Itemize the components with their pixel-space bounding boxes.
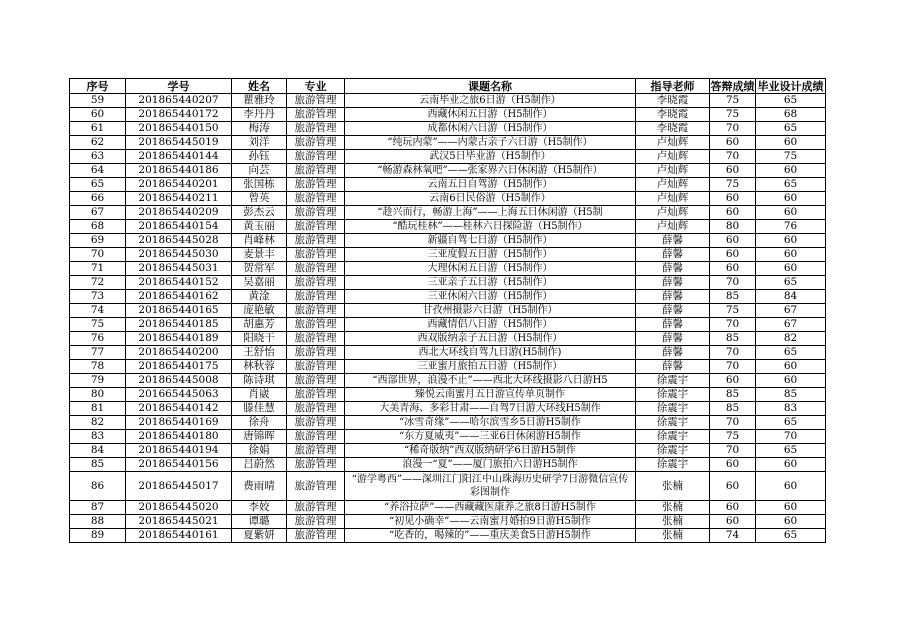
- cell-topic: 武汉5日毕业游（H5制作）: [345, 150, 636, 164]
- cell-topic: 云南6日民俗游（H5制作）: [345, 192, 636, 206]
- cell-design-score: 70: [756, 430, 826, 444]
- cell-index: 74: [70, 304, 126, 318]
- cell-topic: “游学粤西”——深圳江门阳江中山珠海历史研学7日游微信宣传彩图制作: [345, 472, 636, 501]
- cell-defense-score: 85: [710, 290, 756, 304]
- cell-defense-score: 60: [710, 164, 756, 178]
- cell-advisor: 徐震宇: [636, 402, 710, 416]
- cell-student-id: 201665445063: [126, 388, 232, 402]
- cell-name: 彭杰云: [232, 206, 287, 220]
- cell-defense-score: 70: [710, 416, 756, 430]
- cell-topic: “东方夏威夷”——三亚6日休闲游H5制作: [345, 430, 636, 444]
- cell-major: 旅游管理: [287, 304, 345, 318]
- cell-defense-score: 60: [710, 501, 756, 515]
- cell-student-id: 201865445021: [126, 515, 232, 529]
- cell-design-score: 65: [756, 178, 826, 192]
- table-row: [70, 360, 826, 374]
- cell-major: 旅游管理: [287, 444, 345, 458]
- cell-advisor: 薛馨: [636, 290, 710, 304]
- cell-index: 72: [70, 276, 126, 290]
- cell-name: 梅涛: [232, 122, 287, 136]
- cell-advisor: 卢灿辉: [636, 164, 710, 178]
- cell-name: 吴嘉丽: [232, 276, 287, 290]
- cell-name: 肖峰林: [232, 234, 287, 248]
- cell-student-id: 201865440180: [126, 430, 232, 444]
- cell-topic: “冰雪奇缘”——哈尔滨雪乡5日游H5制作: [345, 416, 636, 430]
- cell-name: 向芸: [232, 164, 287, 178]
- cell-topic: “趁兴而行，畅游上海”——上海五日休闲游（H5制: [345, 206, 636, 220]
- cell-student-id: 201865440200: [126, 346, 232, 360]
- cell-defense-score: 85: [710, 388, 756, 402]
- cell-topic: 三亚度假五日游（H5制作）: [345, 248, 636, 262]
- cell-design-score: 67: [756, 318, 826, 332]
- cell-design-score: 60: [756, 374, 826, 388]
- cell-topic: “初见小确幸”——云南蜜月婚拍9日游H5制作: [345, 515, 636, 529]
- cell-advisor: 薛馨: [636, 262, 710, 276]
- cell-student-id: 201865445019: [126, 136, 232, 150]
- cell-major: 旅游管理: [287, 290, 345, 304]
- table-row: [70, 472, 826, 501]
- cell-defense-score: 85: [710, 332, 756, 346]
- table-row: [70, 290, 826, 304]
- cell-index: 86: [70, 472, 126, 501]
- cell-design-score: 60: [756, 515, 826, 529]
- cell-design-score: 76: [756, 220, 826, 234]
- cell-design-score: 60: [756, 501, 826, 515]
- cell-defense-score: 60: [710, 458, 756, 472]
- cell-advisor: 张楠: [636, 472, 710, 501]
- cell-student-id: 201865445017: [126, 472, 232, 501]
- cell-topic: 新疆自驾七日游（H5制作）: [345, 234, 636, 248]
- cell-name: 胡惠芳: [232, 318, 287, 332]
- cell-advisor: 李晓霞: [636, 122, 710, 136]
- cell-index: 78: [70, 360, 126, 374]
- cell-name: 贺常军: [232, 262, 287, 276]
- cell-major: 旅游管理: [287, 318, 345, 332]
- cell-name: 阳晓干: [232, 332, 287, 346]
- cell-major: 旅游管理: [287, 332, 345, 346]
- cell-topic: 云南五日自驾游（H5制作）: [345, 178, 636, 192]
- cell-topic: “畅游森林氧吧”——张家界六日休闲游（H5制作）: [345, 164, 636, 178]
- cell-design-score: 82: [756, 332, 826, 346]
- cell-major: 旅游管理: [287, 515, 345, 529]
- cell-major: 旅游管理: [287, 501, 345, 515]
- cell-topic: “酷玩桂林”——桂林六日探险游（H5制作）: [345, 220, 636, 234]
- cell-student-id: 201865445008: [126, 374, 232, 388]
- table-row: [70, 276, 826, 290]
- cell-major: 旅游管理: [287, 164, 345, 178]
- cell-design-score: 60: [756, 472, 826, 501]
- cell-design-score: 75: [756, 150, 826, 164]
- cell-name: 谭璐: [232, 515, 287, 529]
- table-row: [70, 318, 826, 332]
- cell-advisor: 徐震宇: [636, 444, 710, 458]
- cell-defense-score: 80: [710, 220, 756, 234]
- table-row: [70, 430, 826, 444]
- cell-name: 肖崴: [232, 388, 287, 402]
- table-row: [70, 248, 826, 262]
- header-row: [70, 79, 826, 94]
- cell-topic: 三亚休闲六日游（H5制作）: [345, 290, 636, 304]
- cell-design-score: 67: [756, 304, 826, 318]
- cell-advisor: 徐震宇: [636, 374, 710, 388]
- cell-defense-score: 75: [710, 304, 756, 318]
- cell-index: 87: [70, 501, 126, 515]
- cell-major: 旅游管理: [287, 416, 345, 430]
- col-header-advisor: 指导老师: [636, 79, 710, 94]
- cell-major: 旅游管理: [287, 192, 345, 206]
- cell-major: 旅游管理: [287, 529, 345, 543]
- cell-student-id: 201865440194: [126, 444, 232, 458]
- cell-advisor: 张楠: [636, 515, 710, 529]
- cell-defense-score: 70: [710, 318, 756, 332]
- table-row: [70, 529, 826, 543]
- cell-defense-score: 60: [710, 206, 756, 220]
- cell-name: 唐锦晖: [232, 430, 287, 444]
- cell-advisor: 张楠: [636, 529, 710, 543]
- cell-design-score: 60: [756, 234, 826, 248]
- cell-index: 84: [70, 444, 126, 458]
- cell-design-score: 65: [756, 276, 826, 290]
- cell-index: 60: [70, 108, 126, 122]
- cell-name: 费雨晴: [232, 472, 287, 501]
- cell-defense-score: 70: [710, 444, 756, 458]
- cell-student-id: 201865440161: [126, 529, 232, 543]
- table-row: [70, 178, 826, 192]
- cell-advisor: 张楠: [636, 501, 710, 515]
- cell-advisor: 薛馨: [636, 234, 710, 248]
- cell-topic: 西藏休闲五日游（H5制作）: [345, 108, 636, 122]
- cell-topic: “西部世界，浪漫不止”——西北大环线摄影八日游H5: [345, 374, 636, 388]
- cell-major: 旅游管理: [287, 262, 345, 276]
- cell-student-id: 201865440186: [126, 164, 232, 178]
- cell-name: 李丹丹: [232, 108, 287, 122]
- cell-topic: 三亚蜜月旅拍五日游（H5制作）: [345, 360, 636, 374]
- cell-student-id: 201865445030: [126, 248, 232, 262]
- cell-index: 59: [70, 94, 126, 108]
- cell-topic: 大理休闲五日游（H5制作）: [345, 262, 636, 276]
- table-row: [70, 416, 826, 430]
- cell-major: 旅游管理: [287, 206, 345, 220]
- cell-major: 旅游管理: [287, 402, 345, 416]
- col-header-design-score: 毕业设计成绩: [757, 79, 824, 93]
- cell-student-id: 201865440211: [126, 192, 232, 206]
- cell-index: 89: [70, 529, 126, 543]
- cell-topic: 西北大环线自驾九日游(H5制作): [345, 346, 636, 360]
- cell-advisor: 徐震宇: [636, 458, 710, 472]
- cell-defense-score: 70: [710, 150, 756, 164]
- cell-index: 63: [70, 150, 126, 164]
- cell-major: 旅游管理: [287, 94, 345, 108]
- cell-defense-score: 60: [710, 515, 756, 529]
- cell-name: 陈诗琪: [232, 374, 287, 388]
- cell-defense-score: 70: [710, 360, 756, 374]
- cell-student-id: 201865440142: [126, 402, 232, 416]
- cell-design-score: 65: [756, 416, 826, 430]
- cell-index: 83: [70, 430, 126, 444]
- table-row: [70, 332, 826, 346]
- cell-name: 孙钰: [232, 150, 287, 164]
- cell-defense-score: 75: [710, 430, 756, 444]
- table-row: [70, 150, 826, 164]
- cell-name: 曾英: [232, 192, 287, 206]
- cell-topic: 浪漫一“夏”——厦门旅拍六日游H5制作: [345, 458, 636, 472]
- cell-design-score: 65: [756, 94, 826, 108]
- cell-student-id: 201865440152: [126, 276, 232, 290]
- cell-index: 70: [70, 248, 126, 262]
- cell-defense-score: 75: [710, 108, 756, 122]
- cell-student-id: 201865440172: [126, 108, 232, 122]
- cell-major: 旅游管理: [287, 374, 345, 388]
- cell-design-score: 84: [756, 290, 826, 304]
- cell-design-score: 68: [756, 108, 826, 122]
- cell-advisor: 卢灿辉: [636, 206, 710, 220]
- grades-table: [69, 78, 826, 543]
- table-row: [70, 402, 826, 416]
- cell-defense-score: 74: [710, 529, 756, 543]
- cell-name: 徐舟: [232, 416, 287, 430]
- table-row: [70, 220, 826, 234]
- cell-advisor: 李晓霞: [636, 94, 710, 108]
- table-row: [70, 108, 826, 122]
- cell-topic: “养浴拉萨”——西藏藏医康养之旅8日游H5制作: [345, 501, 636, 515]
- cell-topic: 三亚亲子五日游（H5制作）: [345, 276, 636, 290]
- table-row: [70, 206, 826, 220]
- cell-index: 71: [70, 262, 126, 276]
- cell-advisor: 卢灿辉: [636, 178, 710, 192]
- cell-name: 瞿雅玲: [232, 94, 287, 108]
- cell-defense-score: 85: [710, 402, 756, 416]
- cell-student-id: 201865440209: [126, 206, 232, 220]
- cell-index: 62: [70, 136, 126, 150]
- cell-student-id: 201865440154: [126, 220, 232, 234]
- table-row: [70, 515, 826, 529]
- cell-design-score: 65: [756, 346, 826, 360]
- cell-advisor: 卢灿辉: [636, 220, 710, 234]
- cell-index: 65: [70, 178, 126, 192]
- cell-student-id: 201865440189: [126, 332, 232, 346]
- cell-advisor: 徐震宇: [636, 430, 710, 444]
- cell-major: 旅游管理: [287, 458, 345, 472]
- cell-student-id: 201865440175: [126, 360, 232, 374]
- cell-topic: “吃香的，喝辣的”——重庆美食5日游H5制作: [345, 529, 636, 543]
- cell-major: 旅游管理: [287, 234, 345, 248]
- cell-index: 73: [70, 290, 126, 304]
- cell-defense-score: 60: [710, 234, 756, 248]
- cell-advisor: 薛馨: [636, 346, 710, 360]
- cell-advisor: 薛馨: [636, 318, 710, 332]
- cell-defense-score: 60: [710, 472, 756, 501]
- table-row: [70, 346, 826, 360]
- cell-name: 吕蔚然: [232, 458, 287, 472]
- cell-advisor: 薛馨: [636, 332, 710, 346]
- cell-major: 旅游管理: [287, 276, 345, 290]
- table-row: [70, 94, 826, 108]
- cell-major: 旅游管理: [287, 388, 345, 402]
- table-row: [70, 122, 826, 136]
- cell-index: 82: [70, 416, 126, 430]
- cell-defense-score: 70: [710, 276, 756, 290]
- cell-index: 66: [70, 192, 126, 206]
- cell-name: 黄玉丽: [232, 220, 287, 234]
- cell-topic: 成都休闲六日游（H5制作）: [345, 122, 636, 136]
- table-row: [70, 458, 826, 472]
- cell-index: 75: [70, 318, 126, 332]
- cell-design-score: 85: [756, 388, 826, 402]
- cell-student-id: 201865440169: [126, 416, 232, 430]
- cell-major: 旅游管理: [287, 248, 345, 262]
- cell-design-score: 60: [756, 136, 826, 150]
- cell-advisor: 徐震宇: [636, 388, 710, 402]
- cell-defense-score: 60: [710, 136, 756, 150]
- cell-name: 麦景丰: [232, 248, 287, 262]
- cell-student-id: 201865440185: [126, 318, 232, 332]
- table-row: [70, 192, 826, 206]
- cell-major: 旅游管理: [287, 150, 345, 164]
- col-header-major: 专业: [287, 79, 345, 94]
- cell-student-id: 201865440162: [126, 290, 232, 304]
- cell-index: 88: [70, 515, 126, 529]
- cell-name: 刘洋: [232, 136, 287, 150]
- cell-advisor: 徐震宇: [636, 416, 710, 430]
- table-row: [70, 262, 826, 276]
- cell-major: 旅游管理: [287, 122, 345, 136]
- cell-major: 旅游管理: [287, 360, 345, 374]
- cell-design-score: 60: [756, 262, 826, 276]
- cell-name: 林秋蓉: [232, 360, 287, 374]
- cell-major: 旅游管理: [287, 108, 345, 122]
- col-header-index: 序号: [70, 79, 126, 94]
- col-header-topic: 课题名称: [345, 79, 636, 94]
- cell-defense-score: 75: [710, 94, 756, 108]
- cell-name: 黄淦: [232, 290, 287, 304]
- cell-design-score: 65: [756, 529, 826, 543]
- cell-index: 81: [70, 402, 126, 416]
- cell-name: 张国栋: [232, 178, 287, 192]
- cell-index: 79: [70, 374, 126, 388]
- cell-student-id: 201865440207: [126, 94, 232, 108]
- col-header-student-id: 学号: [126, 79, 232, 94]
- cell-student-id: 201865440144: [126, 150, 232, 164]
- cell-name: 徐娟: [232, 444, 287, 458]
- cell-advisor: 薛馨: [636, 304, 710, 318]
- cell-advisor: 卢灿辉: [636, 150, 710, 164]
- cell-student-id: 201865440156: [126, 458, 232, 472]
- table-row: [70, 136, 826, 150]
- table-row: [70, 501, 826, 515]
- cell-design-score: 83: [756, 402, 826, 416]
- cell-name: 庞艳敏: [232, 304, 287, 318]
- cell-major: 旅游管理: [287, 220, 345, 234]
- cell-defense-score: 70: [710, 122, 756, 136]
- cell-topic: 西双版纳亲子五日游（H5制作）: [345, 332, 636, 346]
- cell-advisor: 卢灿辉: [636, 136, 710, 150]
- cell-advisor: 卢灿辉: [636, 192, 710, 206]
- cell-index: 64: [70, 164, 126, 178]
- cell-defense-score: 75: [710, 178, 756, 192]
- cell-topic: “稀奇版纳”西双版纳研学6日游H5制作: [345, 444, 636, 458]
- cell-defense-score: 60: [710, 262, 756, 276]
- table-row: [70, 234, 826, 248]
- cell-defense-score: 60: [710, 248, 756, 262]
- table-row: [70, 304, 826, 318]
- cell-index: 76: [70, 332, 126, 346]
- cell-major: 旅游管理: [287, 136, 345, 150]
- cell-major: 旅游管理: [287, 178, 345, 192]
- cell-student-id: 201865445028: [126, 234, 232, 248]
- cell-topic: 臻悦云南蜜月五日游宣传单页制作: [345, 388, 636, 402]
- cell-index: 85: [70, 458, 126, 472]
- cell-major: 旅游管理: [287, 472, 345, 501]
- cell-index: 69: [70, 234, 126, 248]
- cell-index: 67: [70, 206, 126, 220]
- cell-design-score: 60: [756, 458, 826, 472]
- cell-topic: 西藏情侣八日游（H5制作）: [345, 318, 636, 332]
- cell-index: 77: [70, 346, 126, 360]
- cell-major: 旅游管理: [287, 346, 345, 360]
- cell-design-score: 60: [756, 248, 826, 262]
- cell-student-id: 201865440165: [126, 304, 232, 318]
- cell-design-score: 60: [756, 360, 826, 374]
- table-row: [70, 164, 826, 178]
- cell-name: 滕佳慧: [232, 402, 287, 416]
- cell-index: 68: [70, 220, 126, 234]
- cell-design-score: 60: [756, 192, 826, 206]
- cell-student-id: 201865445031: [126, 262, 232, 276]
- cell-student-id: 201865445020: [126, 501, 232, 515]
- table-row: [70, 444, 826, 458]
- cell-name: 李姣: [232, 501, 287, 515]
- cell-defense-score: 60: [710, 374, 756, 388]
- table-row: [70, 388, 826, 402]
- table-row: [70, 374, 826, 388]
- cell-defense-score: 70: [710, 346, 756, 360]
- cell-name: 夏紫妍: [232, 529, 287, 543]
- cell-advisor: 薛馨: [636, 360, 710, 374]
- col-header-defense-score: 答辩成绩: [710, 79, 755, 93]
- cell-defense-score: 60: [710, 192, 756, 206]
- cell-design-score: 65: [756, 122, 826, 136]
- col-header-name: 姓名: [232, 79, 287, 94]
- cell-student-id: 201865440201: [126, 178, 232, 192]
- cell-topic: “纯玩内蒙”——内蒙古亲子六日游（H5制作）: [345, 136, 636, 150]
- cell-name: 王舒怡: [232, 346, 287, 360]
- cell-advisor: 李晓霞: [636, 108, 710, 122]
- cell-topic: 大美青海、多彩甘肃——自驾7日游大环线H5制作: [345, 402, 636, 416]
- cell-index: 61: [70, 122, 126, 136]
- cell-major: 旅游管理: [287, 430, 345, 444]
- cell-design-score: 65: [756, 444, 826, 458]
- cell-design-score: 60: [756, 164, 826, 178]
- cell-advisor: 薛馨: [636, 248, 710, 262]
- cell-advisor: 薛馨: [636, 276, 710, 290]
- cell-topic: 云南毕业之旅6日游（H5制作）: [345, 94, 636, 108]
- cell-index: 80: [70, 388, 126, 402]
- cell-design-score: 60: [756, 206, 826, 220]
- cell-student-id: 201865440150: [126, 122, 232, 136]
- cell-topic: 甘孜州摄影六日游（H5制作）: [345, 304, 636, 318]
